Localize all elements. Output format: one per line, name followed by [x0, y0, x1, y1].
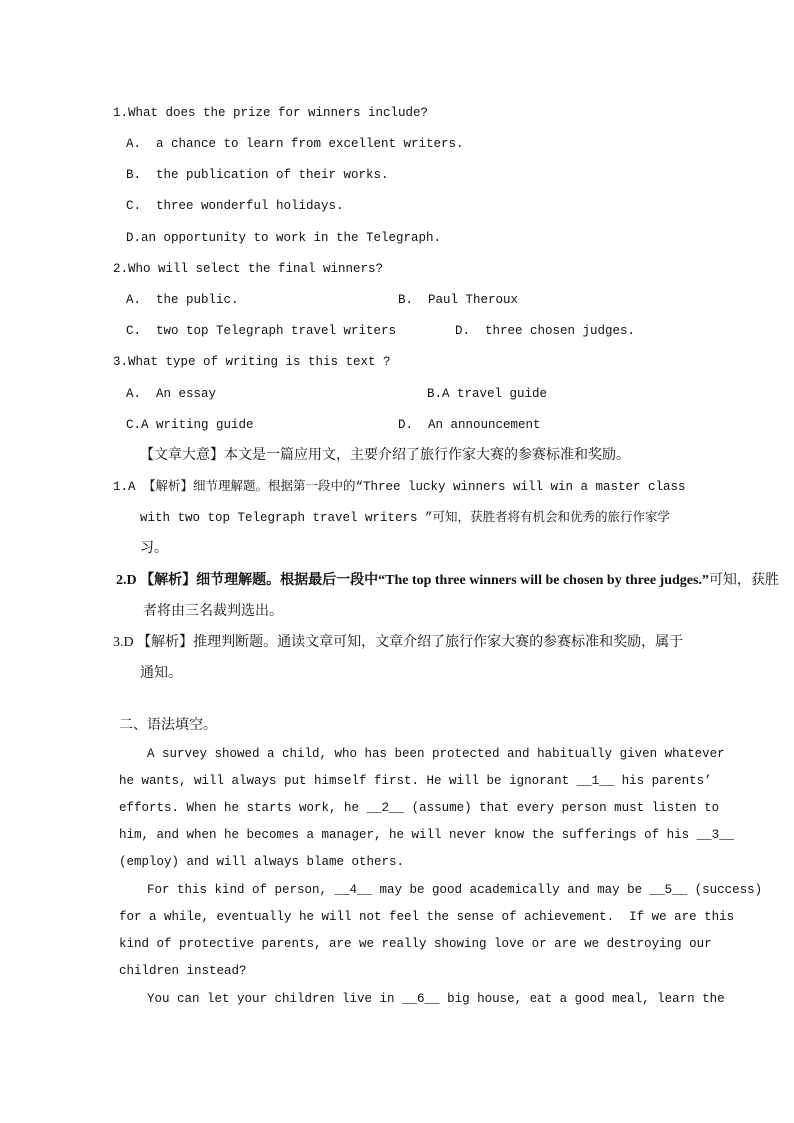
section-heading: 二、语法填空。 — [119, 718, 217, 733]
passage-p1-line-3 — [119, 799, 719, 817]
question-2-option-a: A. the public. — [126, 293, 239, 307]
answer-2-line-2: 者将由三名裁判选出。 — [143, 604, 283, 619]
answer-3-line-1: 3.D 【解析】推理判断题。通读文章可知，文章介绍了旅行作家大赛的参赛标准和奖励，属于 — [113, 635, 684, 650]
blank-2: __2__ — [366, 801, 405, 815]
passage-p1-line-5: (employ) and will always blame others. — [119, 855, 405, 869]
passage-p1-line-1: A survey showed a child, who has been protected and habitually given whatever — [147, 747, 725, 761]
blank-6: __6__ — [402, 992, 440, 1006]
question-3-option-b: B.A travel guide — [427, 387, 548, 401]
passage-p1-line-2 — [119, 772, 712, 790]
passage-p3-line-1 — [147, 990, 725, 1008]
question-2-option-b: B. Paul Theroux — [398, 293, 519, 307]
text-run: may be good academically and may be — [372, 883, 650, 897]
text-run: For this kind of person, — [147, 883, 335, 897]
text-run: him, and when he becomes a manager, he will never know the sufferings of his — [119, 828, 697, 842]
passage-p2-line-2: for a while, eventually he will not feel the sense of achievement. If we are this — [119, 910, 735, 924]
question-2-option-c: C. two top Telegraph travel writers — [126, 324, 397, 338]
text-run: big house, eat a good meal, learn the — [439, 992, 725, 1006]
question-2-stem: 2.Who will select the final winners? — [113, 262, 384, 276]
blank-4: __4__ — [334, 883, 373, 897]
passage-p1-line-4 — [119, 826, 734, 844]
text-run: efforts. When he starts work, he — [119, 801, 367, 815]
article-summary: 【文章大意】本文是一篇应用文，主要介绍了旅行作家大赛的参赛标准和奖励。 — [140, 448, 630, 463]
answer-2-line-1 — [116, 572, 779, 590]
answer-2-quote: “The top three winners will be chosen by three judges.” — [378, 573, 709, 588]
text-run: (assume) that every person must listen to — [404, 801, 720, 815]
passage-p2-line-3: kind of protective parents, are we really showing love or are we destroying our — [119, 937, 712, 951]
question-1-option-a: A. a chance to learn from excellent writers. — [126, 137, 464, 151]
blank-3: __3__ — [696, 828, 735, 842]
question-2-option-d: D. three chosen judges. — [455, 324, 636, 338]
answer-3-line-2: 通知。 — [140, 666, 182, 681]
question-1-option-d: D.an opportunity to work in the Telegraph. — [126, 231, 442, 245]
question-1-stem: 1.What does the prize for winners include? — [113, 106, 429, 120]
question-3-option-c: C.A writing guide — [126, 418, 254, 432]
answer-1-line-2: with two top Telegraph travel writers ”可知，获胜者将有机会和优秀的旅行作家学 — [140, 511, 671, 525]
blank-1: __1__ — [576, 774, 615, 788]
passage-p2-line-4: children instead? — [119, 964, 247, 978]
answer-2-label: 2.D 【解析】细节理解题。根据最后一段中 — [116, 573, 379, 588]
answer-1-line-3: 习。 — [140, 541, 168, 556]
question-3-option-d: D. An announcement — [398, 418, 541, 432]
passage-p2-line-1 — [147, 881, 762, 899]
question-3-option-a: A. An essay — [126, 387, 217, 401]
blank-5: __5__ — [649, 883, 688, 897]
question-1-option-c: C. three wonderful holidays. — [126, 199, 344, 213]
question-1-option-b: B. the publication of their works. — [126, 168, 389, 182]
text-run: (success) — [687, 883, 763, 897]
text-run: You can let your children live in — [147, 992, 403, 1006]
text-run: he wants, will always put himself first. He will be ignorant — [119, 774, 577, 788]
answer-1-line-1: 1.A 【解析】细节理解题。根据第一段中的“Three lucky winners will win a master class — [113, 480, 686, 494]
question-3-stem: 3.What type of writing is this text ? — [113, 355, 391, 369]
answer-2-post: 可知，获胜 — [708, 573, 779, 588]
text-run: his parents’ — [614, 774, 712, 788]
